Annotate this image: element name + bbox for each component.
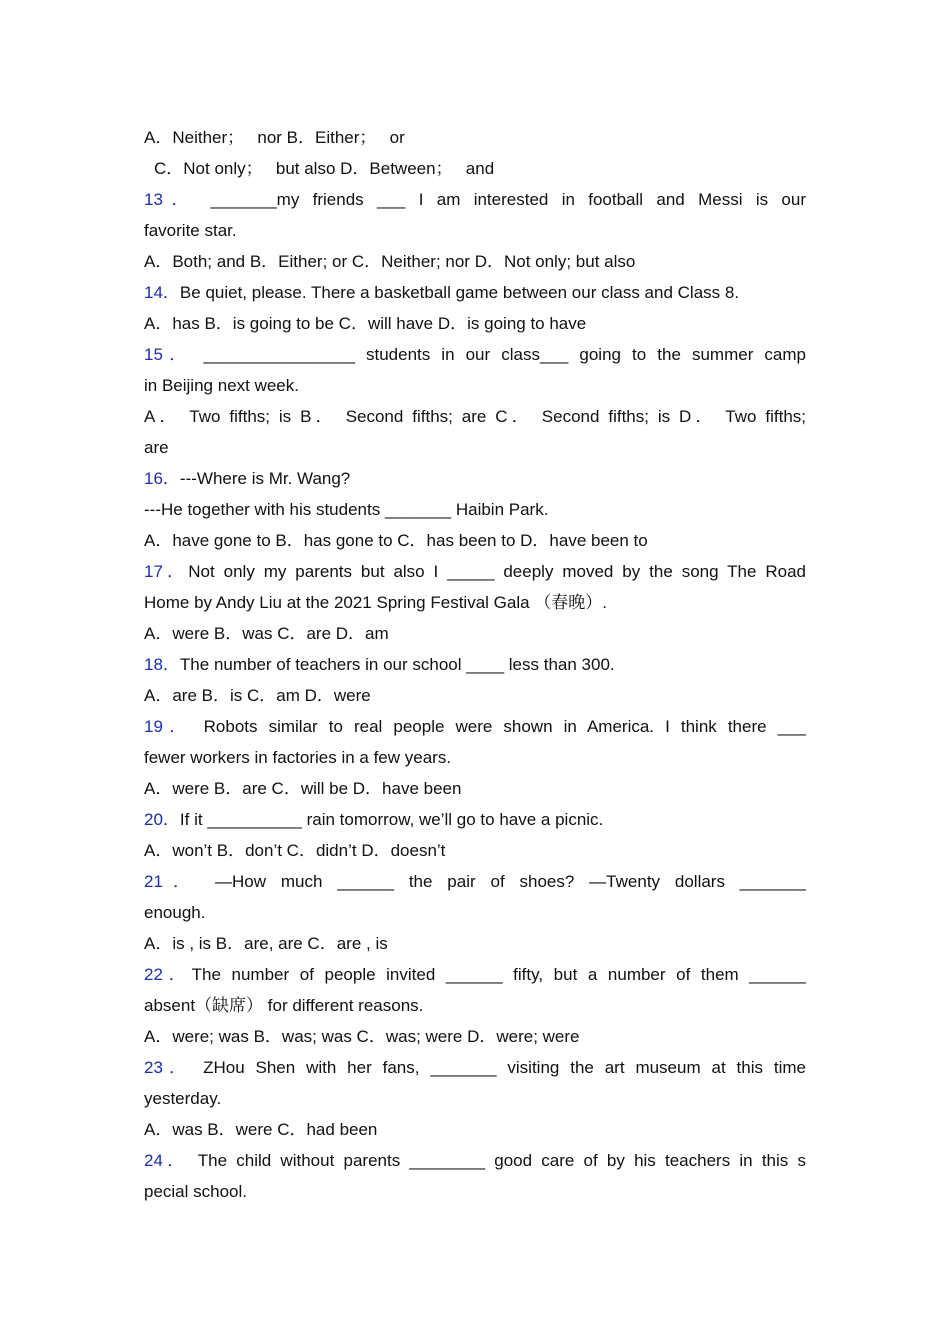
question-stem-continued	[144, 742, 806, 773]
line-text: A．are B．is C．am D．were	[144, 686, 371, 705]
option-line	[144, 680, 806, 711]
question-number: 21．	[144, 872, 201, 891]
question-21-stem	[144, 866, 806, 897]
question-number: 17．	[144, 562, 189, 581]
line-text: A． Two fifths; is B． Second fifths; are C． Second fifths; is D． Two fifths;	[144, 407, 806, 426]
question-number: 20．	[144, 810, 180, 829]
question-number: 18．	[144, 655, 180, 674]
option-line	[144, 773, 806, 804]
question-number: 15．	[144, 345, 193, 364]
question-stem-continued	[144, 215, 806, 246]
line-text: A．have gone to B．has gone to C．has been to D．have been to	[144, 531, 648, 550]
line-text: A．were B．was C．are D．am	[144, 624, 389, 643]
question-20-stem	[144, 804, 806, 835]
option-line	[144, 401, 806, 432]
question-number: 14．	[144, 283, 180, 302]
line-text: favorite star.	[144, 221, 237, 240]
question-number: 19．	[144, 717, 193, 736]
question-stem-continued	[144, 897, 806, 928]
question-stem-continued	[144, 990, 806, 1021]
line-text: Not only my parents but also I _____ deeply moved by the song The Road	[188, 562, 806, 581]
line-text: A．was B．were C．had been	[144, 1120, 378, 1139]
question-stem-continued	[144, 587, 806, 618]
question-24-stem	[144, 1145, 806, 1176]
option-line-continued	[144, 432, 806, 463]
option-line	[144, 1021, 806, 1052]
question-number: 16．	[144, 469, 180, 488]
option-line	[144, 835, 806, 866]
question-17-stem	[144, 556, 806, 587]
line-text: The child without parents ________ good care of by his teachers in this s	[188, 1151, 806, 1170]
question-stem-continued	[144, 370, 806, 401]
line-text: A．were; was B．was; was C．was; were D．were; were	[144, 1027, 580, 1046]
question-number: 13．	[144, 190, 198, 209]
option-line	[144, 122, 806, 153]
question-number: 23．	[144, 1058, 193, 1077]
question-16-stem	[144, 463, 806, 494]
question-stem-continued	[144, 1083, 806, 1114]
question-22-stem	[144, 959, 806, 990]
line-text: are	[144, 438, 169, 457]
line-text: A．won’t B．don’t C．didn’t D．doesn’t	[144, 841, 446, 860]
line-text: ---He together with his students _______ Haibin Park.	[144, 500, 549, 519]
line-text: absent（缺席） for different reasons.	[144, 996, 424, 1015]
line-text: The number of people invited ______ fifty, but a number of them ______	[191, 965, 806, 984]
question-14-stem	[144, 277, 806, 308]
line-text: _______my friends ___ I am interested in football and Messi is our	[197, 190, 806, 209]
option-line	[144, 618, 806, 649]
line-text: pecial school.	[144, 1182, 248, 1201]
option-line	[144, 525, 806, 556]
line-text: Home by Andy Liu at the 2021 Spring Festival Gala （春晚）.	[144, 593, 608, 612]
line-text: Robots similar to real people were shown in America. I think there ___	[192, 717, 806, 736]
line-text: Be quiet, please. There a basketball game between our class and Class 8.	[179, 283, 740, 302]
question-13-stem	[144, 184, 806, 215]
line-text: A．Neither； nor B．Either； or	[144, 128, 405, 147]
question-stem-continued	[144, 1176, 806, 1207]
question-23-stem	[144, 1052, 806, 1083]
line-text: fewer workers in factories in a few years.	[144, 748, 452, 767]
question-stem-continued	[144, 494, 806, 525]
line-text: in Beijing next week.	[144, 376, 299, 395]
option-line	[144, 246, 806, 277]
line-text: C．Not only； but also D．Between； and	[154, 159, 495, 178]
line-text: enough.	[144, 903, 206, 922]
question-18-stem	[144, 649, 806, 680]
line-text: The number of teachers in our school ____ less than 300.	[179, 655, 615, 674]
line-text: A．were B．are C．will be D．have been	[144, 779, 462, 798]
option-line	[144, 153, 806, 184]
question-15-stem	[144, 339, 806, 370]
line-text: —How much ______ the pair of shoes? —Twenty dollars _______	[200, 872, 806, 891]
question-19-stem	[144, 711, 806, 742]
line-text: If it __________ rain tomorrow, we’ll go to have a picnic.	[179, 810, 604, 829]
option-line	[144, 308, 806, 339]
question-number: 22．	[144, 965, 192, 984]
line-text: ________________ students in our class___ going to the summer camp	[192, 345, 806, 364]
option-line	[144, 1114, 806, 1145]
line-text: yesterday.	[144, 1089, 222, 1108]
line-text: A．has B．is going to be C．will have D．is going to have	[144, 314, 587, 333]
line-text: A．is , is B．are, are C．are , is	[144, 934, 388, 953]
option-line	[144, 928, 806, 959]
line-text: A．Both; and B．Either; or C．Neither; nor D．Not only; but also	[144, 252, 636, 271]
line-text: ---Where is Mr. Wang?	[179, 469, 351, 488]
question-number: 24．	[144, 1151, 189, 1170]
line-text: ZHou Shen with her fans, _______ visiting the art museum at this time	[192, 1058, 806, 1077]
